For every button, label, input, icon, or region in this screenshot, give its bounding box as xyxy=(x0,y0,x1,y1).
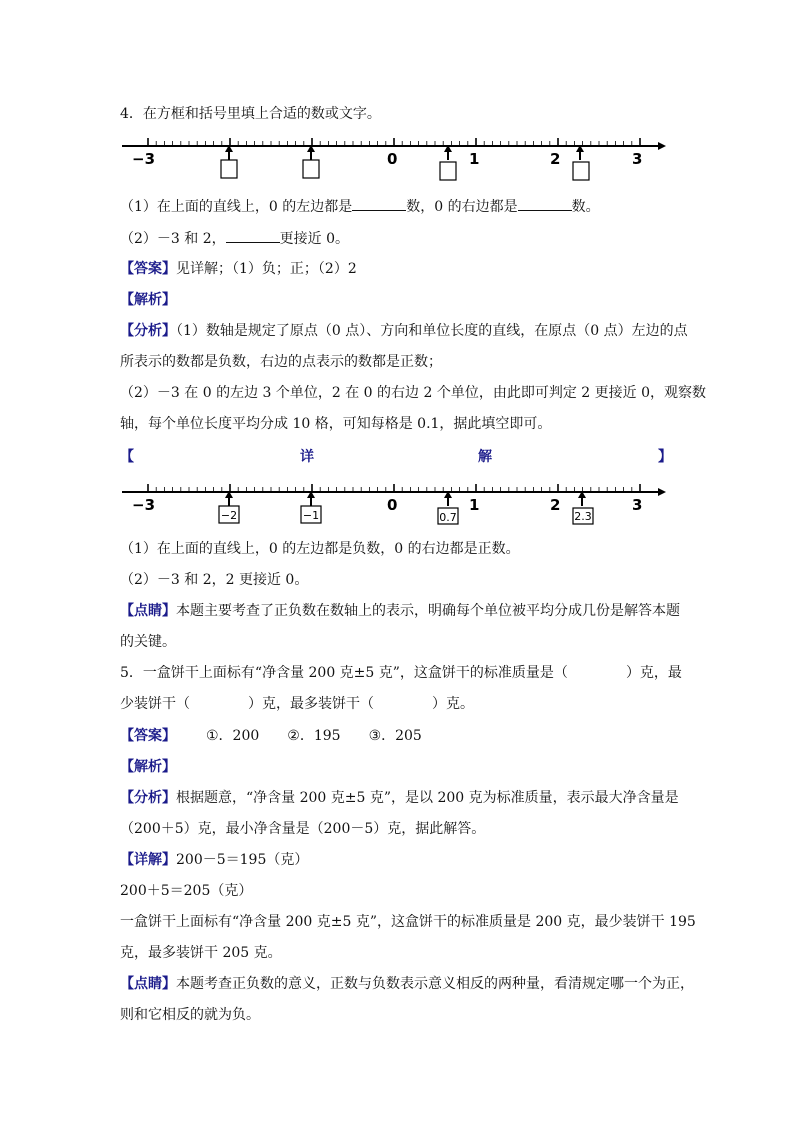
q4-sub2: （2）－3 和 2， 更接近 0。 xyxy=(120,228,349,249)
axis-label: 3 xyxy=(632,150,643,168)
fill-blank xyxy=(226,228,280,243)
axis-label: 0 xyxy=(387,496,398,514)
q5-detail-4: 克，最多装饼干 205 克。 xyxy=(120,945,282,961)
fill-blank xyxy=(518,196,572,211)
axis-label: 3 xyxy=(632,496,643,514)
q5-detail-2: 200＋5＝205（克） xyxy=(120,883,253,899)
axis-label: 2 xyxy=(550,150,561,168)
q5-jiexi: 【解析】 xyxy=(120,759,176,775)
arrow-marker xyxy=(440,145,456,180)
q4-analysis-1: 【分析】（1）数轴是规定了原点（0 点）、方向和单位长度的直线，在原点（0 点）左边的点 xyxy=(120,323,688,339)
q5-detail-3: 一盒饼干上面标有“净含量 200 克±5 克”，这盒饼干的标准质量是 200 克，最少装饼干 195 xyxy=(120,914,696,930)
box-value: −2 xyxy=(220,509,238,522)
box-value: 2.3 xyxy=(574,510,592,523)
q4-solved-2: （2）－3 和 2，2 更接近 0。 xyxy=(120,572,309,588)
detail-heading: 【 详 解 】 xyxy=(120,449,672,465)
number-line-2 xyxy=(118,478,668,528)
axis-label: −3 xyxy=(132,150,156,168)
arrow-marker xyxy=(573,145,589,180)
box-value: 0.7 xyxy=(439,511,457,524)
answer-box-empty xyxy=(303,160,319,178)
axis-label: 1 xyxy=(469,150,480,168)
q4-solved-1: （1）在上面的直线上，0 的左边都是负数，0 的右边都是正数。 xyxy=(120,541,520,557)
q5-dianjing-2: 则和它相反的就为负。 xyxy=(120,1007,260,1023)
arrow-marker xyxy=(301,491,321,523)
q5-stem-2: 少装饼干（ ）克，最多装饼干（ ）克。 xyxy=(120,696,474,712)
q4-stem: 4．在方框和括号里填上合适的数或文字。 xyxy=(120,106,381,122)
box-value: −1 xyxy=(302,509,320,522)
arrow-marker xyxy=(221,145,237,178)
fill-blank xyxy=(352,196,406,211)
arrow-marker xyxy=(573,491,593,524)
q4-dianjing-2: 的关键。 xyxy=(120,634,176,650)
q4-jiexi: 【解析】 xyxy=(120,292,176,308)
axis-label: 1 xyxy=(469,496,480,514)
q4-dianjing-1: 【点睛】本题主要考查了正负数在数轴上的表示，明确每个单位被平均分成几份是解答本题 xyxy=(120,603,680,619)
q5-answer: 【答案】 ①．200 ②．195 ③．205 xyxy=(120,728,422,744)
q4-sub1: （1）在上面的直线上，0 的左边都是 数，0 的右边都是 数。 xyxy=(120,196,600,217)
arrow-marker xyxy=(303,145,319,178)
q4-analysis-4: 轴，每个单位长度平均分成 10 格，可知每格是 0.1，据此填空即可。 xyxy=(120,416,552,432)
q5-detail-1: 【详解】200－5＝195（克） xyxy=(120,852,309,868)
answer-box-empty xyxy=(440,162,456,180)
q4-answer: 【答案】见详解；（1）负；正；（2）2 xyxy=(120,261,357,277)
number-line-1 xyxy=(118,132,668,184)
axis-label: 2 xyxy=(550,496,561,514)
axis-label: 0 xyxy=(387,150,398,168)
q4-analysis-3: （2）－3 在 0 的左边 3 个单位，2 在 0 的右边 2 个单位，由此即可判定 2 更接近 0，观察数 xyxy=(120,385,707,401)
q5-stem-1: 5．一盒饼干上面标有“净含量 200 克±5 克”，这盒饼干的标准质量是（ ）克，最 xyxy=(120,665,682,681)
arrow-marker xyxy=(438,491,458,524)
q5-analysis-2: （200＋5）克，最小净含量是（200－5）克，据此解答。 xyxy=(120,821,486,837)
answer-box-empty xyxy=(221,160,237,178)
arrow-marker xyxy=(219,491,239,523)
q5-analysis-1: 【分析】根据题意，“净含量 200 克±5 克”，是以 200 克为标准质量，表示最大净含量是 xyxy=(120,790,679,806)
axis-label: −3 xyxy=(132,496,156,514)
q4-analysis-2: 所表示的数都是负数，右边的点表示的数都是正数； xyxy=(120,354,442,370)
answer-box-empty xyxy=(573,162,589,180)
q5-dianjing-1: 【点睛】本题考查正负数的意义，正数与负数表示意义相反的两种量，看清规定哪一个为正， xyxy=(120,976,694,992)
